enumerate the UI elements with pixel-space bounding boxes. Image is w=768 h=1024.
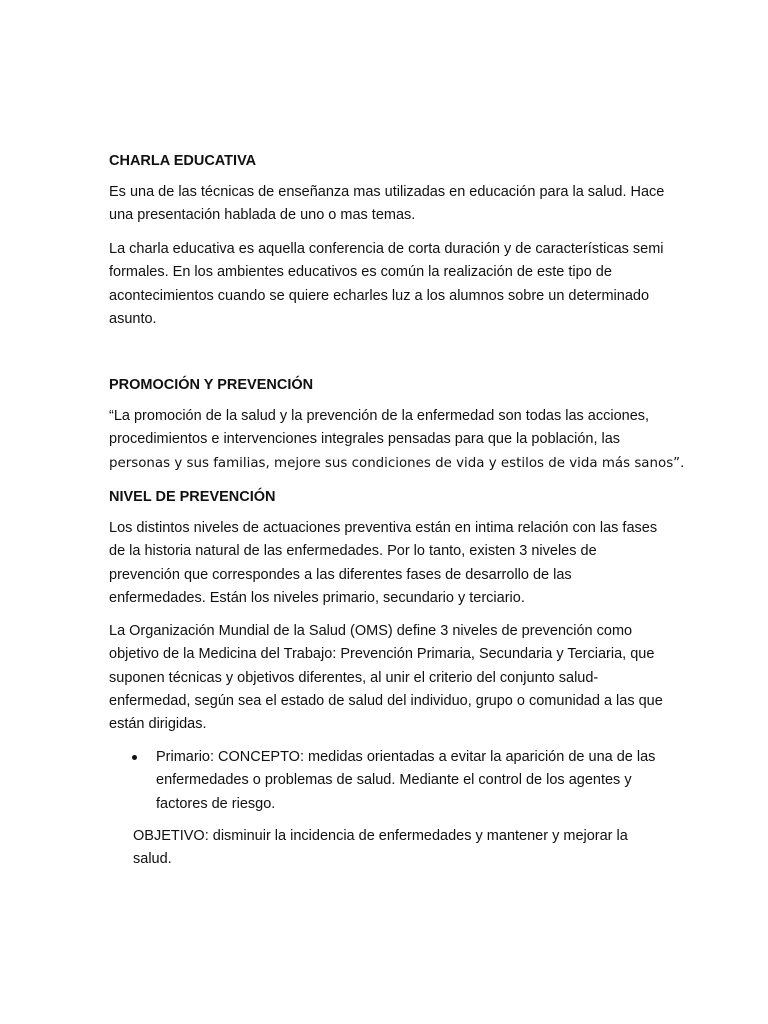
paragraph-promocion-quote [109, 405, 685, 475]
text-line: acontecimientos cuando se quiere echarles luz a los alumnos sobre un determinado [109, 287, 650, 304]
text-line: salud. [133, 851, 172, 868]
heading-nivel-prevencion: NIVEL DE PREVENCIÓN [109, 489, 276, 505]
text-line: objetivo de la Medicina del Trabajo: Prevención Primaria, Secundaria y Terciaria, que [109, 646, 655, 663]
paragraph-objetivo [133, 825, 661, 872]
text-line: suponen técnicas y objetivos diferentes, al unir el criterio del conjunto salud- [109, 669, 599, 686]
text-line: Primario: CONCEPTO: medidas orientadas a evitar la aparición de una de las [156, 749, 656, 765]
bullet-icon [132, 755, 137, 760]
text-line: personas y sus familias, mejore sus condiciones de vida y estilos de vida más sanos”. [109, 455, 685, 471]
text-line: de la historia natural de las enfermedades. Por lo tanto, existen 3 niveles de [109, 543, 597, 560]
paragraph-charla-definition [109, 181, 665, 228]
text-line: formales. En los ambientes educativos es común la realización de este tipo de [109, 264, 612, 281]
paragraph-oms-definition [109, 620, 661, 736]
text-line: prevención que correspondes a las diferentes fases de desarrollo de las [109, 566, 572, 583]
text-line: “La promoción de la salud y la prevención de la enfermedad son todas las acciones, [109, 408, 650, 424]
text-line: factores de riesgo. [156, 795, 276, 812]
paragraph-nivel-description [109, 517, 661, 610]
text-line: procedimientos e intervenciones integrales pensadas para que la población, las [109, 431, 621, 448]
text-line: Es una de las técnicas de enseñanza mas utilizadas en educación para la salud. Hace [109, 184, 665, 200]
text-line: enfermedades. Están los niveles primario, secundario y terciario. [109, 589, 525, 606]
text-line: La charla educativa es aquella conferencia de corta duración y de características semi [109, 241, 664, 257]
text-line: una presentación hablada de uno o mas temas. [109, 207, 416, 224]
text-line: asunto. [109, 310, 157, 327]
heading-charla-educativa: CHARLA EDUCATIVA [109, 153, 257, 169]
paragraph-charla-description [109, 238, 664, 331]
text-line: La Organización Mundial de la Salud (OMS) define 3 niveles de prevención como [109, 623, 633, 639]
list-item-text [156, 746, 661, 816]
text-line: OBJETIVO: disminuir la incidencia de enfermedades y mantener y mejorar la [133, 828, 628, 844]
text-line: Los distintos niveles de actuaciones preventiva están en intima relación con las fases [109, 520, 658, 536]
text-line: enfermedades o problemas de salud. Mediante el control de los agentes y [156, 772, 632, 789]
heading-promocion-prevencion: PROMOCIÓN Y PREVENCIÓN [109, 377, 314, 393]
text-line: enfermedad, según sea el estado de salud del individuo, grupo o comunidad a las que [109, 692, 663, 709]
text-line: están dirigidas. [109, 716, 207, 733]
